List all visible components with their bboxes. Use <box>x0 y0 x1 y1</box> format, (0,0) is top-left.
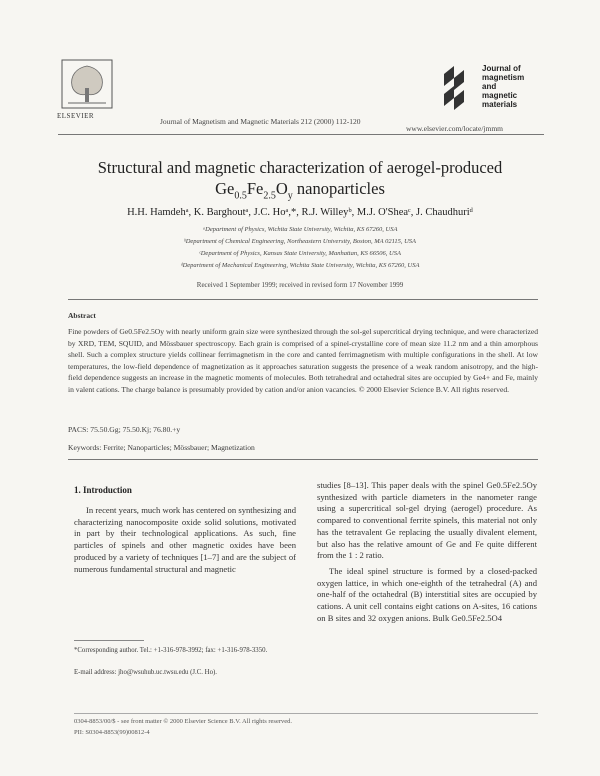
bottom-rule <box>74 713 538 714</box>
received-dates: Received 1 September 1999; received in revised form 17 November 1999 <box>196 281 404 289</box>
email-footnote[interactable]: E-mail address: jho@wsuhub.uc.twsu.edu (J.C. Ho). <box>74 669 217 676</box>
abstract-body: Fine powders of Ge0.5Fe2.5Oy with nearly uniform grain size were synthesized through the sol-gel supercritical drying technique, and were characterized by XRD, TEM, SQUID, and Mössbauer spectroscopy. Each grain is comprised of a spinel-crystalline core of mean size 11.2 nm and a thin amorphous shell. Such a complex structure yields collinear ferrimagnetism in the core and canted ferrimagnetism with multiple configurations in the shell. At low temperatures, the low-field dependence of magnetization as it approaches saturation suggests the presence of a weak random anisotropy, and the high-field dependence suggests an increase in the magnetic moments of molecules. Both tetrahedral and octahedral sites are occupied by Ge4+ and Fe, mainly in valent cations. The charge balance is presumably provided by cation and/or anion vacancies. © 2000 Elsevier Science B.V. All rights reserved. <box>68 327 538 394</box>
right-paragraph-1: studies [8–13]. This paper deals with the spinel Ge0.5Fe2.5Oy synthesized with particle diameters in the nanometer range using a supercritical sol-gel drying (aerogel) procedure. As compared to conventional ferrite spinels, this material not only has the tetravalent Ge replacing the usually divalent element, but also has the relative amount of Ge and Fe quite different from the 1 : 2 ratio. <box>317 480 537 561</box>
pii-line: PII: S0304-8853(99)00812-4 <box>74 729 150 736</box>
elsevier-tree-logo <box>60 58 114 110</box>
author-list: H.H. Hamdehᵃ, K. Barghoutᵃ, J.C. Hoᵃ,*, R.J. Willeyᵇ, M.J. O'Sheaᶜ, J. Chaudhuriᵈ <box>127 207 473 218</box>
footnote-rule <box>74 640 144 641</box>
publisher-name: ELSEVIER <box>57 112 95 120</box>
paper-title-line-1: Structural and magnetic characterization of aerogel-produced <box>97 158 503 177</box>
affiliation-a: ᵃDepartment of Physics, Wichita State University, Wichita, KS 67260, USA <box>202 226 398 233</box>
affiliation-c: ᶜDepartment of Physics, Kansas State University, Manhattan, KS 66506, USA <box>199 250 401 257</box>
journal-logo-text: Journal of magnetism and magnetic materials <box>482 64 525 109</box>
corresponding-author-footnote: *Corresponding author. Tel.: +1-316-978-3992; fax: +1-316-978-3350. <box>74 647 268 654</box>
abstract-heading: Abstract <box>68 311 96 320</box>
right-paragraph-2: The ideal spinel structure is formed by a closed-packed oxygen lattice, in which one-eighth of the tetrahedral (A) and one-half of the octahedral (B) interstitial sites are occupied by cations. A unit cell contains eight cations on A-sites, 16 cations on B sites and 32 oxygen anions. Bulk Ge0.5Fe2.5O4 <box>317 565 537 623</box>
abstract-top-rule <box>68 299 538 300</box>
header-rule <box>58 134 544 135</box>
keywords: Keywords: Ferrite; Nanoparticles; Mössbauer; Magnetization <box>68 443 255 452</box>
left-column <box>74 505 296 575</box>
affiliation-d: ᵈDepartment of Mechanical Engineering, Wichita State University, Wichita, KS 67260, USA <box>180 262 420 269</box>
intro-paragraph: In recent years, much work has centered on synthesizing and characterizing nanocomposite oxide solid solutions, motivated in part by their technological applications. As such, fine particles of spinels and other magnetic oxides have been produced by a variety of techniques [1–7] and are the subject of numerous fundamental structural and magnetic <box>74 505 296 574</box>
abstract-bottom-rule <box>68 459 538 460</box>
running-head: Journal of Magnetism and Magnetic Materials 212 (2000) 112-120 <box>160 117 361 126</box>
paper-title-line-2: $Ge_{0.5}Fe_{2.5}O_y$ nanoparticles <box>215 179 385 202</box>
section-heading: 1. Introduction <box>74 485 132 495</box>
pacs-codes: PACS: 75.50.Gg; 75.50.Kj; 76.80.+y <box>68 425 181 434</box>
right-column <box>317 480 537 624</box>
affiliation-b: ᵇDepartment of Chemical Engineering, Northeastern University, Boston, MA 02115, USA <box>183 238 417 245</box>
copyright-line: 0304-8853/00/$ - see front matter © 2000 Elsevier Science B.V. All rights reserved. <box>74 718 293 725</box>
journal-url[interactable]: www.elsevier.com/locate/jmmm <box>406 124 503 133</box>
